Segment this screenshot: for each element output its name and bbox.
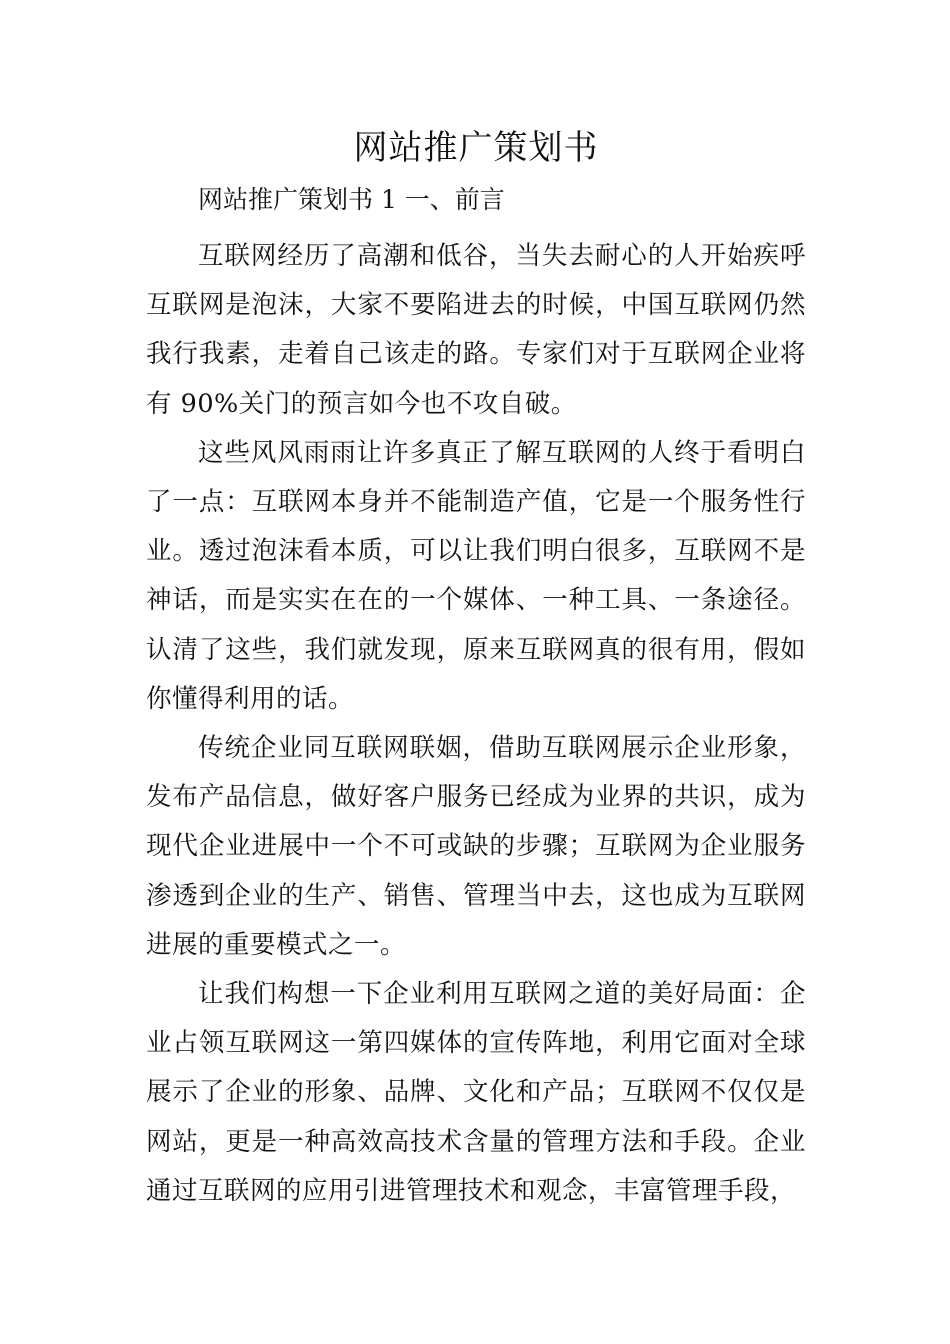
- document-subtitle: 网站推广策划书 1 一、前言: [198, 185, 505, 214]
- paragraph: 让我们构想一下企业利用互联网之道的美好局面：企业占领互联网这一第四媒体的宣传阵地，利用它面对全球展示了企业的形象、品牌、文化和产品；互联网不仅仅是网站，更是一种高效高技术含量的管理方法和手段。企业通过互联网的应用引进管理技术和观念，丰富管理手段，: [146, 979, 806, 1206]
- paragraph: 这些风风雨雨让许多真正了解互联网的人终于看明白了一点：互联网本身并不能制造产值，它是一个服务性行业。透过泡沫看本质，可以让我们明白很多，互联网不是神话，而是实实在在的一个媒体、一种工具、一条途径。认清了这些，我们就发现，原来互联网真的很有用，假如你懂得利用的话。: [146, 437, 806, 714]
- paragraph: 传统企业同互联网联姻，借助互联网展示企业形象，发布产品信息，做好客户服务已经成为业界的共识，成为现代企业进展中一个不可或缺的步骤；互联网为企业服务渗透到企业的生产、销售、管理当中去，这也成为互联网进展的重要模式之一。: [146, 733, 806, 960]
- document-page: [146, 118, 806, 1216]
- paragraph: 互联网经历了高潮和低谷，当失去耐心的人开始疾呼互联网是泡沫，大家不要陷进去的时候，中国互联网仍然我行我素，走着自己该走的路。专家们对于互联网企业将有 90%关门的预言如今也不攻自破。: [146, 241, 806, 419]
- document-title: 网站推广策划书: [353, 128, 599, 168]
